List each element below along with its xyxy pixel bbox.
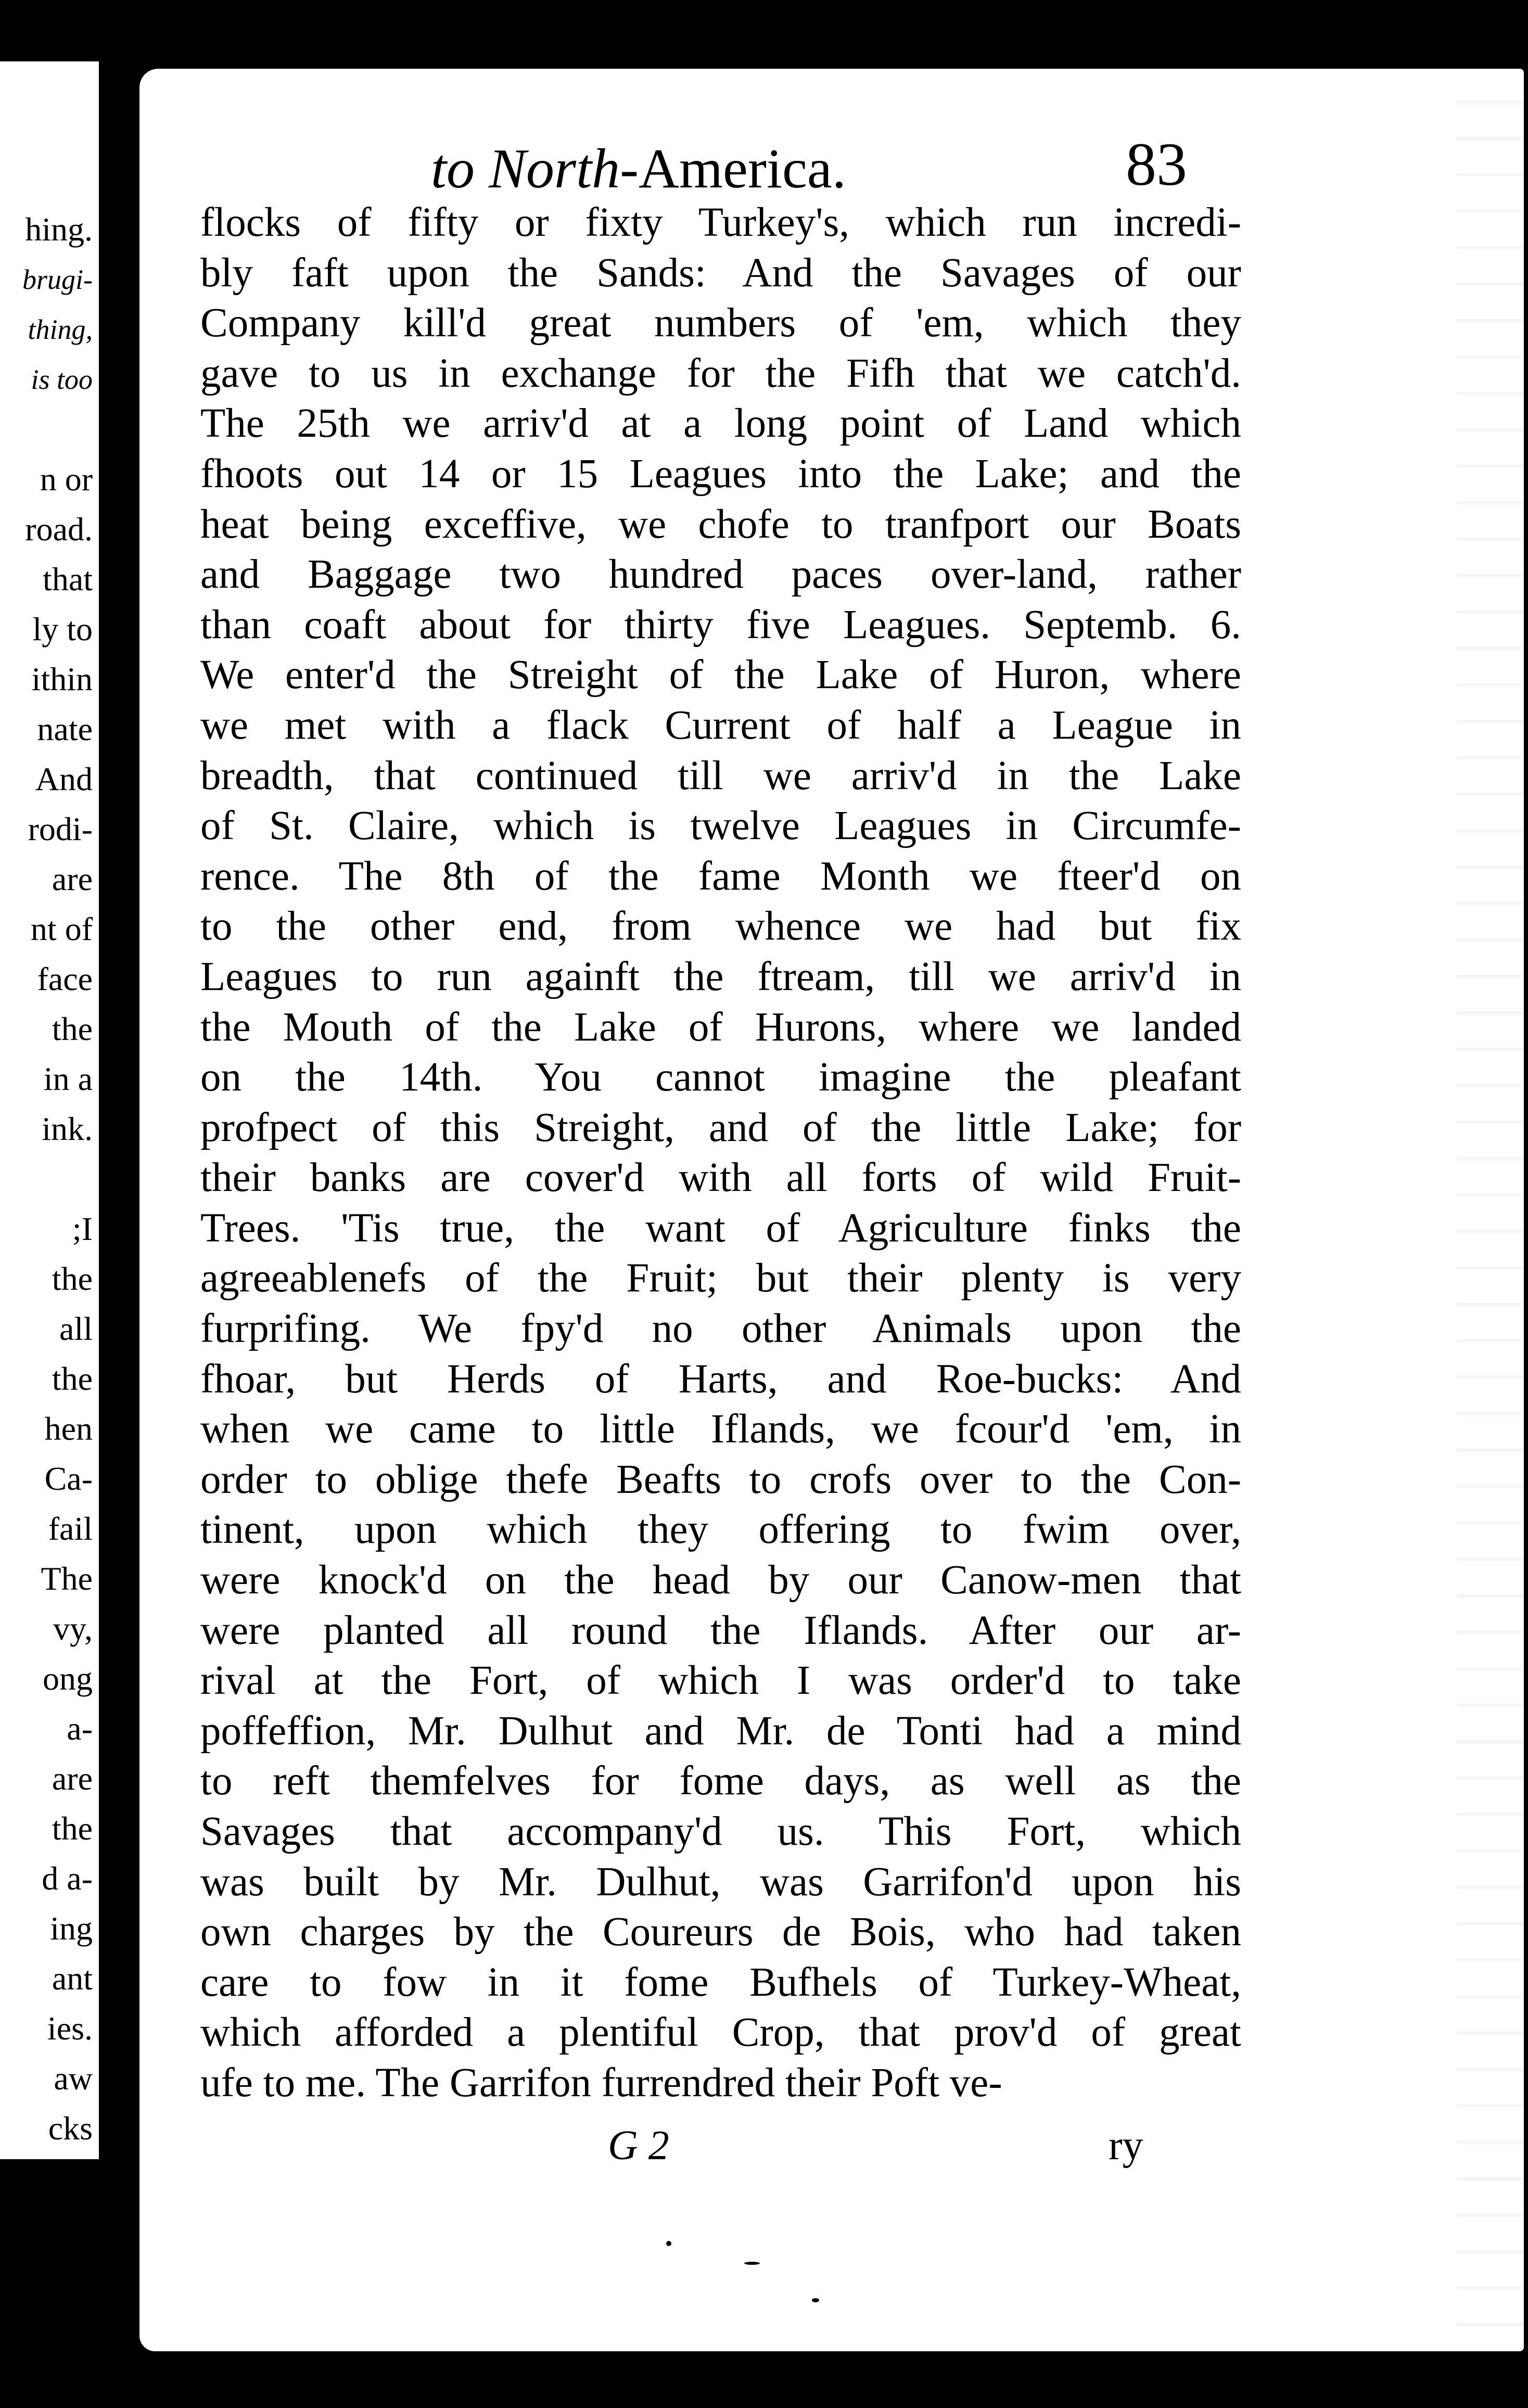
page-number: 83 <box>1126 130 1187 198</box>
facing-page-text-fragments <box>0 205 93 2153</box>
print-speck <box>812 2298 819 2302</box>
facing-page-fragment: aw <box>54 2060 93 2097</box>
facing-page-fragment: ;I <box>72 1210 93 1247</box>
text-line: flocks of fifty or fixty Turkey's, which run incredi- <box>200 200 1241 245</box>
text-line: of St. Claire, which is twelve Leagues in Circumfe- <box>200 803 1241 849</box>
facing-page-fragment: The <box>41 1560 93 1597</box>
text-line: We enter'd the Streight of the Lake of Huron, where <box>200 652 1241 698</box>
facing-page-fragment: ies. <box>47 2010 93 2047</box>
facing-page-fragment: are <box>52 860 93 897</box>
facing-page-fragment: thing, <box>28 314 93 345</box>
text-line: to reft themfelves for fome days, as well as the <box>200 1758 1241 1804</box>
facing-page-fragment: nt of <box>30 910 93 947</box>
facing-page-fragment: all <box>59 1310 93 1347</box>
text-line: breadth, that continued till we arriv'd in the Lake <box>200 753 1241 799</box>
running-head-suffix: -America. <box>620 138 846 200</box>
facing-page-fragment: ing <box>50 1910 93 1947</box>
facing-page-fragment: cks <box>48 2110 93 2147</box>
facing-page-fragment: nate <box>37 711 93 747</box>
facing-page-fragment: the <box>52 1010 93 1047</box>
body-text <box>200 198 1241 2109</box>
text-line: agreeablenefs of the Fruit; but their plenty is very <box>200 1256 1241 1301</box>
running-head-prefix: to <box>431 138 489 200</box>
facing-page-fragment: ink. <box>42 1110 93 1147</box>
text-line: gave to us in exchange for the Fifh that we catch'd. <box>200 350 1241 396</box>
facing-page-fragment: rodi- <box>28 810 93 847</box>
facing-page-fragment: ong <box>43 1660 93 1697</box>
text-line: which afforded a plentiful Crop, that prov'd of great <box>200 2010 1241 2056</box>
text-line: ufe to me. The Garrifon furrendred their Poft ve- <box>200 2060 1002 2106</box>
facing-page-fragment: d a- <box>42 1860 93 1897</box>
facing-page-fragment: fail <box>48 1510 93 1547</box>
text-line: order to oblige thefe Beafts to crofs over to the Con- <box>200 1456 1241 1502</box>
text-line: Leagues to run againft the ftream, till we arriv'd in <box>200 954 1241 999</box>
page-footer <box>139 2114 1524 2187</box>
text-line: rence. The 8th of the fame Month we fteer'd on <box>200 853 1241 899</box>
facing-page-fragment: hing. <box>25 211 93 248</box>
facing-page-fragment: the <box>52 1810 93 1847</box>
facing-page-fragment: is too <box>31 364 93 395</box>
text-line: own charges by the Coureurs de Bois, who had taken <box>200 1909 1241 1955</box>
text-line: furprifing. We fpy'd no other Animals upon the <box>200 1306 1241 1352</box>
text-line: fhoots out 14 or 15 Leagues into the Lake; and the <box>200 451 1241 497</box>
text-line: bly faft upon the Sands: And the Savages of our <box>200 250 1241 296</box>
facing-page-fragment: n or <box>40 461 93 498</box>
facing-page-fragment: And <box>35 761 93 797</box>
text-line: care to fow in it fome Bufhels of Turkey-Wheat, <box>200 1959 1241 2005</box>
text-line: was built by Mr. Dulhut, was Garrifon'd upon his <box>200 1859 1241 1905</box>
facing-page-fragment: ant <box>52 1960 93 1997</box>
catchword: ry <box>1109 2123 1143 2169</box>
text-line: we met with a flack Current of half a League in <box>200 702 1241 748</box>
text-line: poffeffion, Mr. Dulhut and Mr. de Tonti had a mind <box>200 1708 1241 1754</box>
text-line: and Baggage two hundred paces over-land, rather <box>200 552 1241 598</box>
facing-page-fragment: brugi- <box>22 264 93 295</box>
facing-page-fragment: ly to <box>32 611 93 648</box>
text-line: Company kill'd great numbers of 'em, which they <box>200 300 1241 346</box>
text-line: were knock'd on the head by our Canow-men that <box>200 1557 1241 1603</box>
text-line: profpect of this Streight, and of the little Lake; for <box>200 1105 1241 1150</box>
facing-page-fragment: that <box>43 561 93 598</box>
signature-mark: G 2 <box>608 2123 669 2169</box>
text-line: rival at the Fort, of which I was order'd to take <box>200 1658 1241 1704</box>
running-head-italic: North <box>489 138 620 200</box>
facing-page-fragment: face <box>37 960 93 997</box>
print-speck <box>666 2241 671 2246</box>
text-line: when we came to little Iflands, we fcour'd 'em, in <box>200 1406 1241 1452</box>
page-edge-texture <box>1456 69 1524 2351</box>
facing-page-fragment: vy, <box>53 1610 93 1647</box>
text-line: tinent, upon which they offering to fwim over, <box>200 1507 1241 1553</box>
text-line: heat being exceffive, we chofe to tranfport our Boats <box>200 501 1241 547</box>
text-line: the Mouth of the Lake of Hurons, where we landed <box>200 1004 1241 1050</box>
facing-page-fragment: hen <box>44 1410 93 1447</box>
facing-page-fragment: in a <box>43 1060 93 1097</box>
text-line: their banks are cover'd with all forts of wild Fruit- <box>200 1155 1241 1201</box>
facing-page-fragment <box>0 404 93 454</box>
facing-page-fragment: the <box>52 1360 93 1397</box>
text-line: to the other end, from whence we had but fix <box>200 904 1241 949</box>
running-head <box>431 135 846 203</box>
text-line: Savages that accompany'd us. This Fort, which <box>200 1809 1241 1854</box>
book-page <box>139 69 1524 2351</box>
text-line: on the 14th. You cannot imagine the pleafant <box>200 1055 1241 1100</box>
facing-page-fragment: the <box>52 1260 93 1297</box>
facing-page-fragment: ithin <box>31 661 93 698</box>
text-line: The 25th we arriv'd at a long point of Land which <box>200 401 1241 447</box>
text-line: Trees. 'Tis true, the want of Agriculture finks the <box>200 1205 1241 1251</box>
text-line: than coaft about for thirty five Leagues. Septemb. 6. <box>200 602 1241 648</box>
print-speck <box>744 2262 760 2265</box>
facing-page-fragment <box>0 1154 93 1204</box>
text-line: fhoar, but Herds of Harts, and Roe-bucks: And <box>200 1356 1241 1402</box>
facing-page-fragment: are <box>52 1760 93 1797</box>
facing-page-fragment: a- <box>67 1710 93 1747</box>
facing-page-edge <box>0 61 99 2159</box>
facing-page-fragment: road. <box>25 511 93 548</box>
text-line: were planted all round the Iflands. After our ar- <box>200 1607 1241 1653</box>
facing-page-fragment: Ca- <box>44 1460 93 1497</box>
